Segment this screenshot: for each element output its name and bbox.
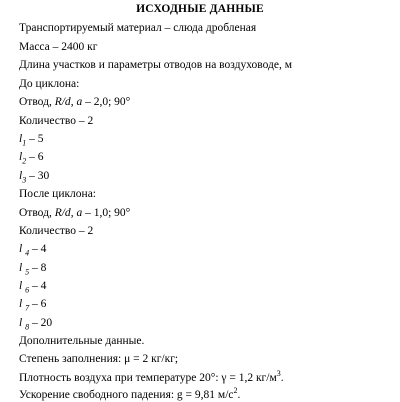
segment-index: 1 bbox=[22, 138, 27, 148]
bend-values: – 2,0; 90° bbox=[82, 96, 131, 108]
bend-prefix: Отвод, bbox=[19, 96, 55, 108]
segment-index: 7 bbox=[25, 303, 30, 313]
bend-sep: , bbox=[70, 207, 77, 219]
segment-index: 8 bbox=[25, 322, 30, 332]
segment-symbol: l bbox=[19, 280, 23, 292]
bend-a: а bbox=[76, 207, 83, 219]
segment-l3 bbox=[19, 169, 49, 183]
mass-line: Масса – 2400 кг bbox=[19, 41, 98, 53]
air-density-exponent: 3 bbox=[276, 369, 281, 379]
bend-a: а bbox=[76, 96, 83, 108]
before-cyclone-bend bbox=[19, 95, 130, 109]
segment-value: – 6 bbox=[29, 298, 47, 310]
segment-l8 bbox=[19, 316, 52, 330]
extra-header: Дополнительные данные. bbox=[19, 335, 145, 347]
after-cyclone-count: Количество – 2 bbox=[19, 225, 94, 237]
segment-l6 bbox=[19, 279, 46, 293]
after-cyclone-bend bbox=[19, 206, 130, 220]
bend-values: – 1,0; 90° bbox=[82, 207, 131, 219]
before-cyclone-count: Количество – 2 bbox=[19, 115, 94, 127]
segment-l4 bbox=[19, 242, 46, 256]
segment-value: – 30 bbox=[26, 170, 50, 182]
material-line: Транспортируемый материал – слюда дробленая bbox=[19, 22, 257, 34]
lengths-header: Длина участков и параметры отводов на воздуховоде, м bbox=[19, 59, 293, 71]
segment-index: 2 bbox=[22, 156, 27, 166]
bend-rd: R/d bbox=[54, 96, 71, 108]
gravity-text: Ускорение свободного падения: g = 9,81 м/с bbox=[19, 389, 234, 401]
segment-value: – 8 bbox=[29, 262, 47, 274]
segment-value: – 20 bbox=[29, 317, 53, 329]
fill-degree-line: Степень заполнения: μ = 2 кг/кг; bbox=[19, 353, 179, 365]
segment-symbol: l bbox=[19, 133, 23, 145]
air-density-text: Плотность воздуха при температуре 20°: γ = 1,2 кг/м bbox=[19, 372, 277, 384]
air-density-end: . bbox=[280, 372, 284, 384]
segment-index: 4 bbox=[25, 248, 30, 258]
segment-l1 bbox=[19, 132, 43, 146]
segment-index: 3 bbox=[22, 175, 27, 185]
gravity-exponent: 2 bbox=[233, 386, 238, 396]
segment-l7 bbox=[19, 297, 46, 311]
segment-symbol: l bbox=[19, 262, 23, 274]
bend-prefix: Отвод, bbox=[19, 207, 55, 219]
segment-l2 bbox=[19, 150, 43, 164]
before-cyclone-header: До циклона: bbox=[19, 78, 80, 90]
bend-sep: , bbox=[70, 96, 77, 108]
segment-symbol: l bbox=[19, 170, 23, 182]
segment-value: – 5 bbox=[26, 133, 44, 145]
segment-value: – 6 bbox=[26, 151, 44, 163]
bend-rd: R/d bbox=[54, 207, 71, 219]
segment-symbol: l bbox=[19, 317, 23, 329]
air-density-line bbox=[19, 371, 284, 385]
segment-symbol: l bbox=[19, 151, 23, 163]
segment-l5 bbox=[19, 261, 46, 275]
segment-symbol: l bbox=[19, 243, 23, 255]
segment-value: – 4 bbox=[29, 243, 47, 255]
gravity-end: . bbox=[237, 389, 241, 401]
document-title: ИСХОДНЫЕ ДАННЫЕ bbox=[136, 3, 264, 15]
segment-value: – 4 bbox=[29, 280, 47, 292]
after-cyclone-header: После циклона: bbox=[19, 188, 97, 200]
segment-index: 5 bbox=[25, 267, 30, 277]
segment-symbol: l bbox=[19, 298, 23, 310]
segment-index: 6 bbox=[25, 285, 30, 295]
